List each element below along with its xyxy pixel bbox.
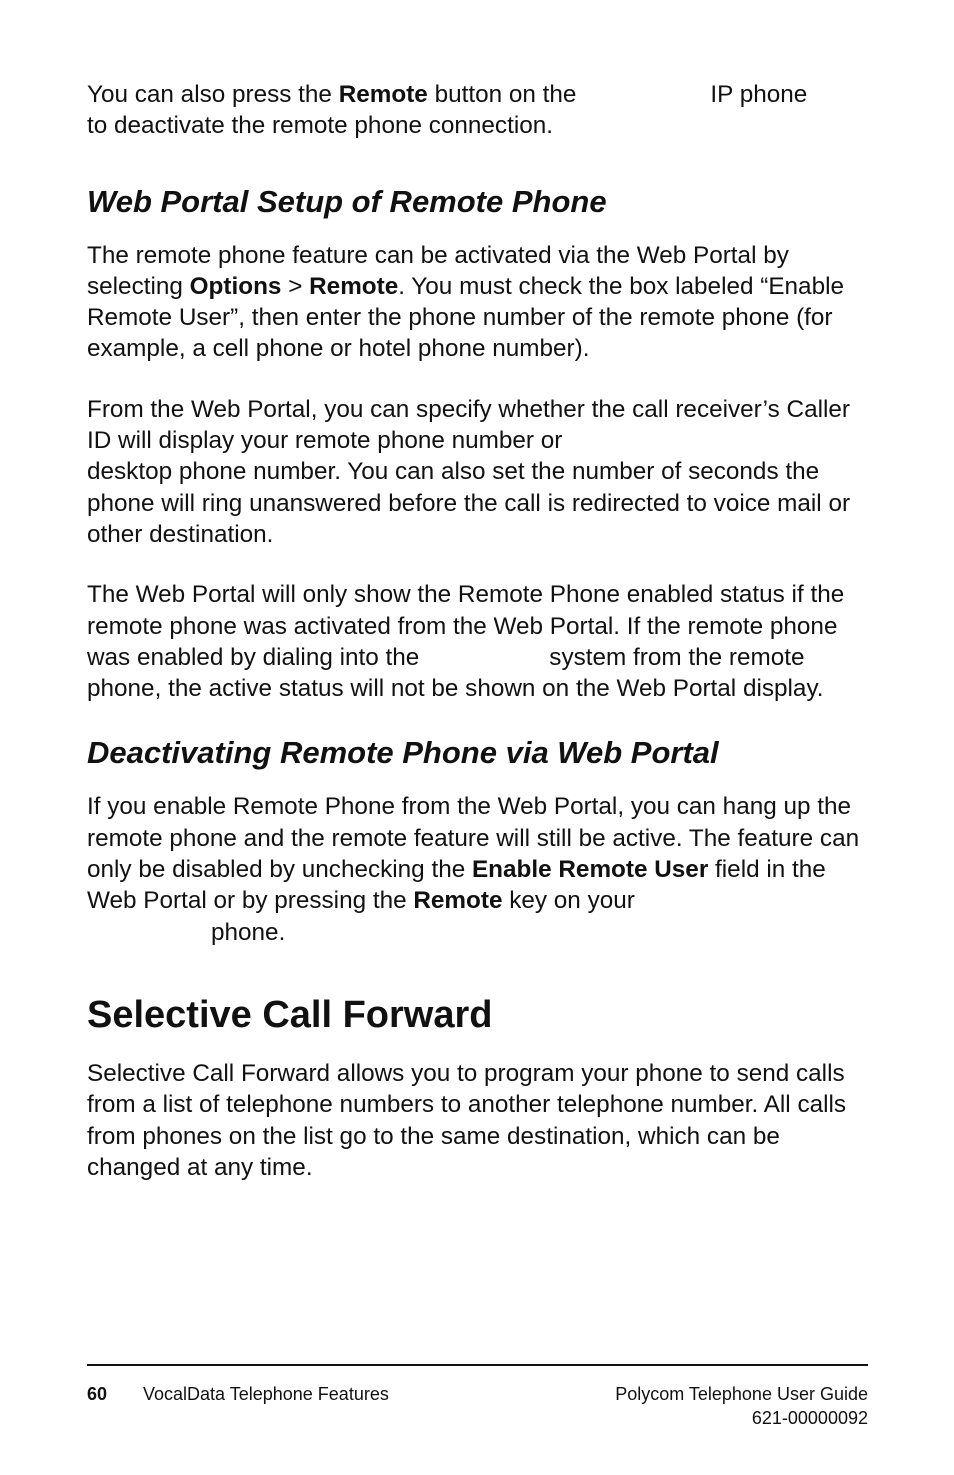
- bold-term: Remote: [413, 887, 503, 915]
- bold-term: Enable Remote User: [471, 856, 709, 884]
- paragraph: [87, 579, 868, 704]
- document-number: 621-00000092: [751, 1408, 868, 1428]
- footer-section-title: VocalData Telephone Features: [143, 1384, 389, 1404]
- text: The remote phone feature can be activated via the Web Portal by selecting: [87, 241, 789, 300]
- intro-paragraph: [87, 79, 868, 142]
- text: . You must check the box labeled “Enable Remote User”, then enter the phone number of the remote phone (for example, a cell phone or hotel phone number).: [87, 272, 844, 363]
- text: to deactivate the remote phone connection.: [87, 112, 554, 140]
- section-heading-deactivating: Deactivating Remote Phone via Web Portal: [87, 735, 719, 771]
- text: IP phone: [710, 81, 808, 108]
- text: desktop phone number. You can also set the number of seconds the phone will ring unanswered before the call is redirected to voice mail or other destination.: [87, 458, 851, 548]
- footer-divider: [87, 1364, 868, 1366]
- text: phone.: [211, 918, 286, 946]
- text: system from the remote phone, the active status will not be shown on the Web Portal display.: [87, 643, 824, 703]
- text: The Web Portal will only show the Remote Phone enabled status if the remote phone was activated from the Web Portal. If the remote phone was enabled by dialing into the: [87, 581, 845, 671]
- text: You can also press the: [87, 81, 339, 108]
- bold-term: Options: [189, 272, 282, 300]
- text: >: [281, 272, 310, 300]
- text: key on your: [502, 887, 635, 915]
- text: From the Web Portal, you can specify whether the call receiver’s Caller ID will display your remote phone number or: [87, 395, 850, 455]
- paragraph: [87, 791, 868, 947]
- chapter-heading-selective-call-forward: Selective Call Forward: [87, 993, 493, 1036]
- paragraph: Selective Call Forward allows you to program your phone to send calls from a list of telephone numbers to another telephone number. All calls from phones on the list go to the same destination, which can be changed at any time.: [87, 1059, 847, 1181]
- bold-term: Remote: [309, 272, 399, 300]
- page-number: 60: [87, 1384, 108, 1404]
- text: field in the Web Portal or by pressing the: [87, 856, 826, 915]
- page-content: [87, 79, 868, 1183]
- section-heading-web-portal-setup: Web Portal Setup of Remote Phone: [87, 183, 607, 219]
- text: button on the: [427, 81, 577, 108]
- bold-term: Remote: [338, 81, 428, 108]
- guide-title: Polycom Telephone User Guide: [615, 1384, 868, 1404]
- paragraph: [87, 394, 868, 550]
- text: If you enable Remote Phone from the Web Portal, you can hang up the remote phone and the remote feature will still be active. The feature can only be disabled by unchecking the: [87, 793, 860, 884]
- paragraph: [87, 240, 868, 365]
- footer-right: [615, 1382, 868, 1430]
